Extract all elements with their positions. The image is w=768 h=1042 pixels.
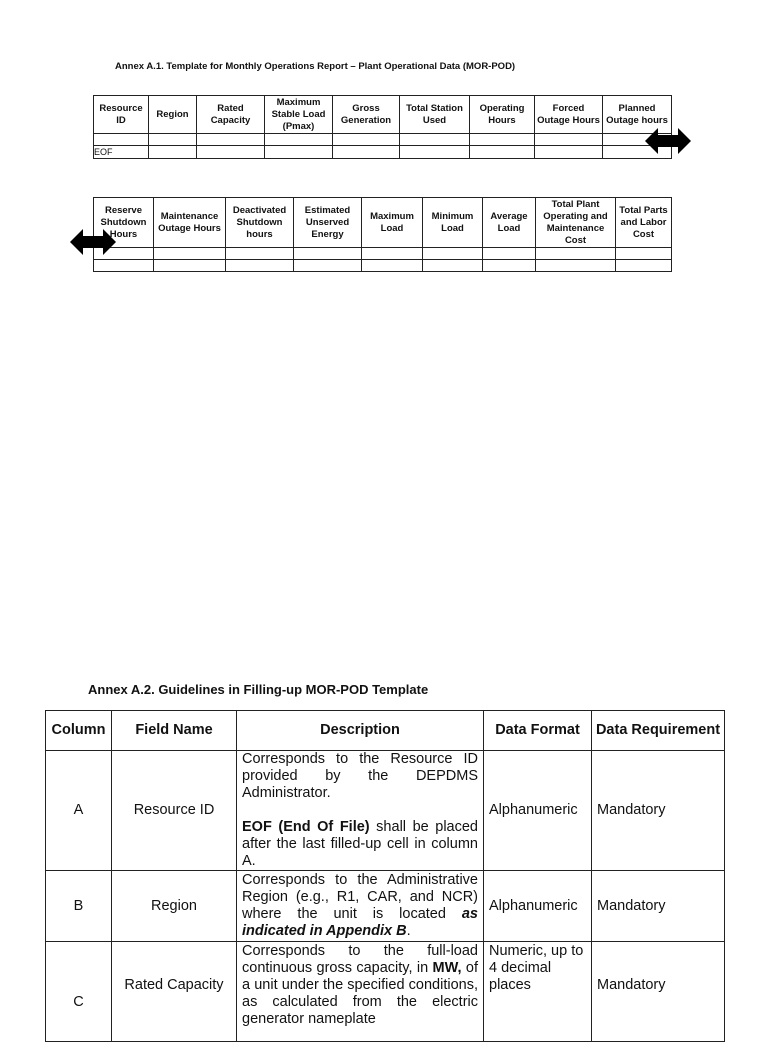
description xyxy=(237,871,484,942)
table-row xyxy=(46,942,725,1042)
description xyxy=(237,751,484,871)
column-letter: C xyxy=(46,942,112,1042)
annex-a1-title: Annex A.1. Template for Monthly Operations Report – Plant Operational Data (MOR-POD) xyxy=(115,61,516,72)
header-reserve-shutdown-hours: Reserve Shutdown Hours xyxy=(94,198,154,248)
header-operating-hours: Operating Hours xyxy=(470,96,535,134)
data-requirement: Mandatory xyxy=(592,751,725,871)
mor-pod-template-table-2 xyxy=(93,197,672,272)
guidelines-header-row xyxy=(46,711,725,751)
header-total-station-used: Total Station Used xyxy=(400,96,470,134)
header-maintenance-outage-hours: Maintenance Outage Hours xyxy=(154,198,226,248)
description-paragraph: Corresponds to the Resource ID provided by the DEPDMS Administrator. xyxy=(242,751,478,801)
description-text: of a unit under the specified conditions, as calculated from the electric generator nameplate xyxy=(242,960,478,1027)
header-average-load: Average Load xyxy=(483,198,536,248)
data-format: Alphanumeric xyxy=(484,751,592,871)
data-requirement: Mandatory xyxy=(592,871,725,942)
eof-cell: EOF xyxy=(94,146,149,159)
field-name: Region xyxy=(112,871,237,942)
header-description: Description xyxy=(237,711,484,751)
header-minimum-load: Minimum Load xyxy=(423,198,483,248)
header-deactivated-shutdown-hours: Deactivated Shutdown hours xyxy=(226,198,294,248)
header-maximum-load: Maximum Load xyxy=(362,198,423,248)
table-row xyxy=(94,146,672,159)
unit-mw: MW, xyxy=(432,960,462,976)
header-maximum-stable-load: Maximum Stable Load (Pmax) xyxy=(265,96,333,134)
header-field-name: Field Name xyxy=(112,711,237,751)
description xyxy=(237,942,484,1042)
header-resource-id: Resource ID xyxy=(94,96,149,134)
description-paragraph xyxy=(242,819,478,870)
header-planned-outage-hours: Planned Outage hours xyxy=(603,96,672,134)
header-data-requirement: Data Requirement xyxy=(592,711,725,751)
table-row xyxy=(94,134,672,146)
data-format: Alphanumeric xyxy=(484,871,592,942)
description-text: . xyxy=(406,923,411,939)
description-text: shall be placed after the last filled-up cell in column A. xyxy=(242,819,478,869)
data-format: Numeric, up to 4 decimal places xyxy=(484,942,592,1042)
field-name: Resource ID xyxy=(112,751,237,871)
column-letter: A xyxy=(46,751,112,871)
column-letter: B xyxy=(46,871,112,942)
description-text: Corresponds to the Administrative Region (e.g., R1, CAR, and NCR) where the unit is located xyxy=(242,872,478,922)
header-data-format: Data Format xyxy=(484,711,592,751)
header-gross-generation: Gross Generation xyxy=(333,96,400,134)
header-region: Region xyxy=(149,96,197,134)
field-name: Rated Capacity xyxy=(112,942,237,1042)
header-total-plant-om-cost: Total Plant Operating and Maintenance Cost xyxy=(536,198,616,248)
mor-pod-template-table-1 xyxy=(93,95,672,159)
table-row xyxy=(46,871,725,942)
header-forced-outage-hours: Forced Outage Hours xyxy=(535,96,603,134)
double-arrow-icon xyxy=(645,128,691,154)
annex-a2-title: Annex A.2. Guidelines in Filling-up MOR-POD Template xyxy=(88,682,429,697)
header-column: Column xyxy=(46,711,112,751)
header-total-parts-labor-cost: Total Parts and Labor Cost xyxy=(616,198,672,248)
table-row xyxy=(94,248,672,260)
double-arrow-icon xyxy=(70,229,116,255)
header-estimated-unserved-energy: Estimated Unserved Energy xyxy=(294,198,362,248)
description-text: Corresponds to the full-load continuous gross capacity, in xyxy=(242,943,478,976)
data-requirement: Mandatory xyxy=(592,942,725,1042)
eof-term: EOF (End Of File) xyxy=(242,819,370,835)
guidelines-table xyxy=(45,710,725,1042)
table-row xyxy=(46,751,725,871)
appendix-reference: as indicated in Appendix B xyxy=(242,906,478,939)
header-rated-capacity: Rated Capacity xyxy=(197,96,265,134)
table-row xyxy=(94,260,672,272)
